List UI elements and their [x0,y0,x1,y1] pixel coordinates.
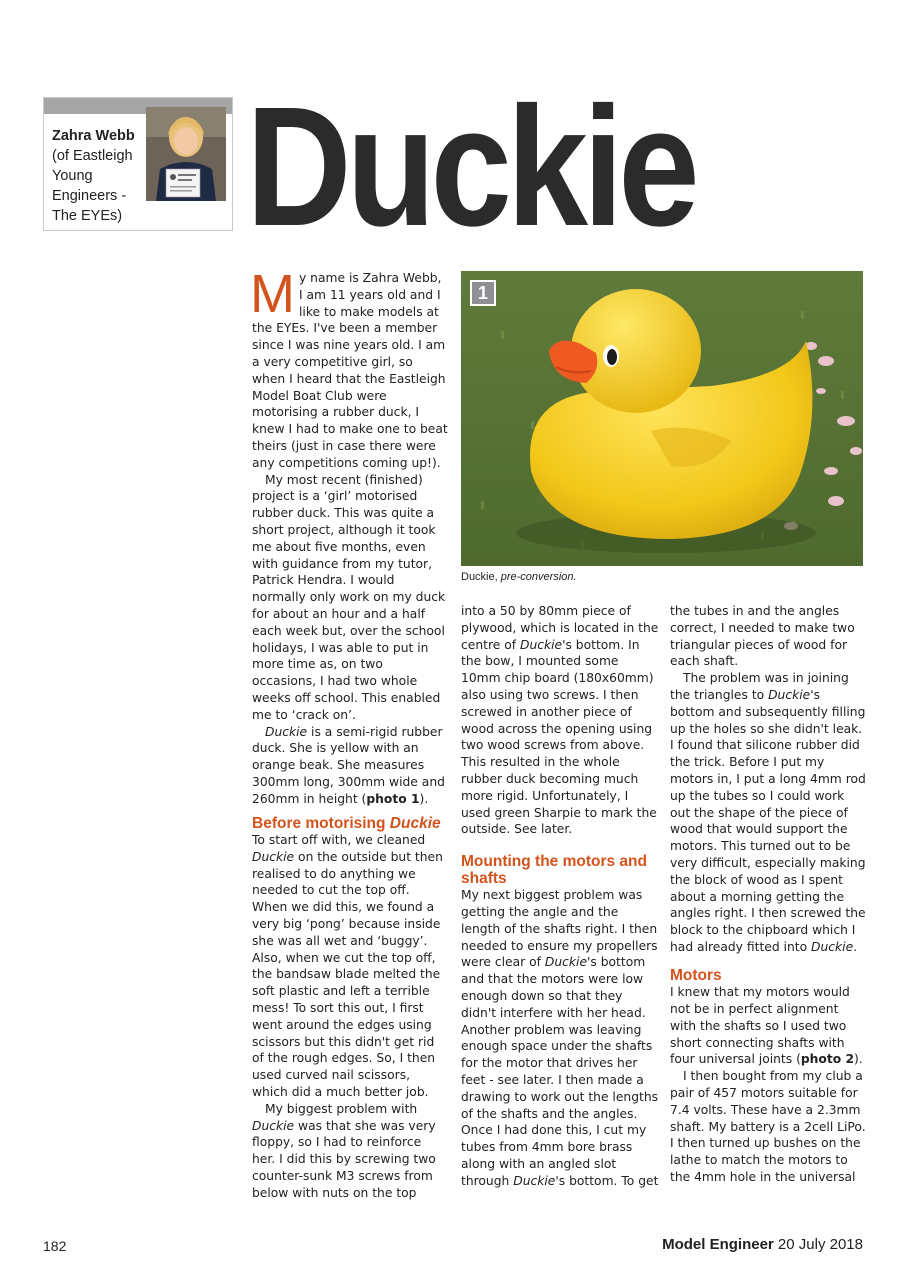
paragraph: To start off with, we cleaned Duckie on the outside but then realised to do anything we needed to cut the top off. When we did this, we found a very big ‘pong’ because inside she was all wet and ‘buggy’. Also, when we cut the top off, the bandsaw blade melted the soft plastic and left a terrible mess! To sort this out, I first went around the edges using scissors but this didn't get rid of the rough edges. So, I then used curved nail scissors, which did a much better job. [252,833,443,1099]
article-title: Duckie [246,72,695,262]
issue-date: 20 July 2018 [773,1236,863,1253]
page-number: 182 [43,1238,67,1254]
author-credit [52,126,147,226]
paragraph: My next biggest problem was getting the angle and the length of the shafts right. I then needed to ensure my propellers were clear of Duckie's bottom and that the motors were low enough down so that they didn't interfere with her head. Another problem was leaving enough space under the shafts for the motor that drives her feet - see later. I then made a drawing to work out the lengths of the shafts and the angles. Once I had done this, I cut my tubes from 4mm bore brass along with an angled slot through Duckie's bottom. To get [461,888,659,1188]
paragraph: I then bought from my club a pair of 457 motors suitable for 7.4 volts. These have a 2.3mm shaft. My battery is a 2cell LiPo. I then turned up bushes on the lathe to match the motors to the 4mm hole in the universal [670,1069,866,1184]
duck-photo [461,271,863,566]
paragraph: My biggest problem with Duckie was that she was very floppy, so I had to reinforce her. I did this by screwing two counter-sunk M3 screws from below with nuts on the top [252,1101,436,1200]
footer-publication [662,1236,863,1253]
paragraph: into a 50 by 80mm piece of plywood, which is located in the centre of Duckie's bottom. In the bow, I mounted some 10mm chip board (180x60mm) also using two screws. I then screwed in another piece of wood across the opening using two wood screws from above. This resulted in the whole rubber duck becoming much more rigid. Unfortunately, I used green Sharpie to mark the outside. See later. [461,604,659,837]
paragraph: The problem was in joining the triangles to Duckie's bottom and subsequently filling up the holes so she didn't leak. I found that silicone rubber did the trick. Before I put my motors in, I put a long 4mm rod up the tubes so I could work out the shape of the piece of wood that would support the motors. This turned out to be very difficult, especially making the block of wood as I spent about a morning getting the angles right. I then screwed the block to the chipboard which I had already fitted into Duckie. [670,671,866,954]
author-photo [146,107,226,201]
section-heading: Before motorising Duckie [252,814,441,832]
column-3 [670,603,866,1186]
paragraph: I knew that my motors would not be in perfect alignment with the shafts so I used two short connecting shafts with four universal joints (photo 2). [670,985,863,1067]
magazine-name: Model Engineer [662,1236,774,1253]
author-name: Zahra Webb [52,128,135,144]
paragraph: Duckie is a semi-rigid rubber duck. She is yellow with an orange beak. She measures 300mm long, 300mm wide and 260mm in height (photo 1). [252,724,445,806]
author-affiliation: (of Eastleigh Young Engineers - The EYEs) [52,148,133,224]
author-box [43,97,233,231]
photo-number-badge: 1 [470,280,496,306]
drop-cap: M [250,264,295,324]
paragraph: the tubes in and the angles correct, I needed to make two triangular pieces of wood for each shaft. [670,604,855,669]
section-heading: Motors [670,966,722,984]
photo-caption: Duckie, pre-conversion. [461,571,577,583]
paragraph: My name is Zahra Webb, I am 11 years old and I like to make models at the EYEs. I've been a member since I was nine years old. I am a very competitive girl, so when I heard that the Eastleigh Model Boat Club were motorising a rubber duck, I knew I had to make one to beat theirs (just in case there were any competitions coming up!). [250,264,448,470]
section-heading: Mounting the motors and shafts [461,853,647,887]
column-1 [250,264,448,1202]
column-2 [461,603,659,1190]
paragraph: My most recent (finished) project is a ‘girl’ motorised rubber duck. This was quite a short project, although it took me about five months, even with guidance from my tutor, Patrick Hendra. I would normally only work on my duck for about an hour and a half each week but, over the school holidays, I was able to put in more time as, on two occasions, I had two whole weeks off school. This enabled me to ‘crack on’. [252,472,446,722]
